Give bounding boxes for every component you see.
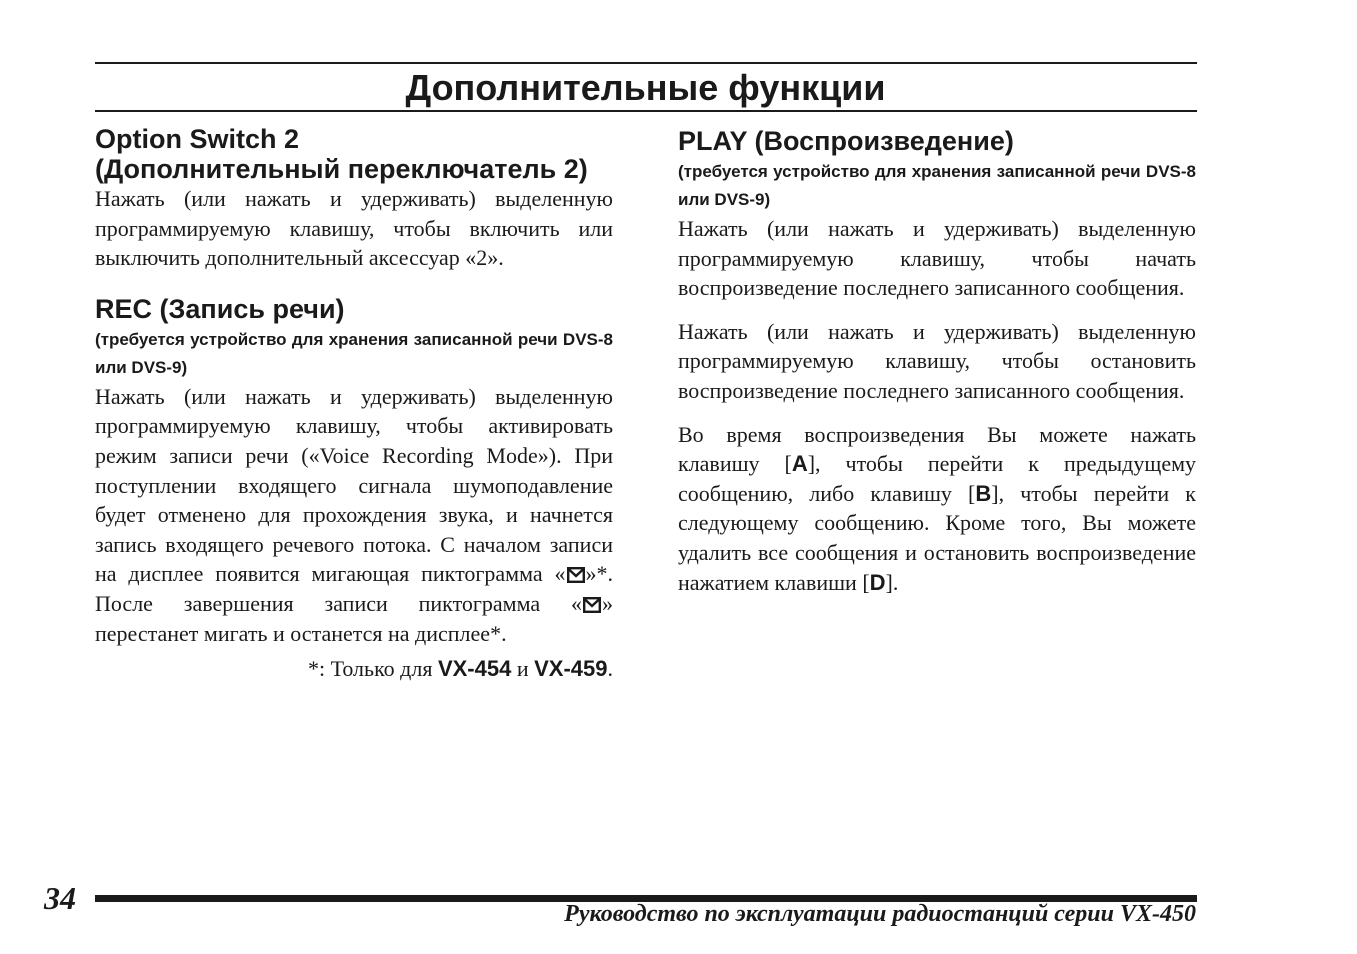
page-number: 34 [44, 880, 76, 916]
play-para-3-text-a: Во время воспроизведения Вы можете нажать клавишу [ [678, 421, 1196, 477]
page-title: Дополнительные функции [405, 67, 886, 108]
play-subtitle: (требуется устройство для хранения записанной речи DVS-8 или DVS-9) [678, 162, 1196, 209]
header-bottom-rule [95, 110, 1197, 112]
rec-body-part1: Нажать (или нажать и удерживать) выделенную программируемую клавишу, чтобы активировать режим записи речи («Voice Recording Mode»). При поступлении входящего сигнала шумоподавление будет отменено для прохождения звука, и начнется запись входящего речевого потока. С началом записи на дисплее появится мигающая пиктограмма « [95, 383, 613, 587]
play-title: PLAY (Воспроизведение) [678, 126, 1014, 156]
play-para-3-text-b: ], чтобы перейти к предыдущему сообщению, либо клавишу [ [678, 451, 1197, 506]
model-footnote [95, 654, 613, 684]
rec-title: REC (Запись речи) [95, 293, 345, 324]
option-switch-body: Нажать (или нажать и удерживать) выделенную программируемую клавишу, чтобы включить или выключить дополнительный аксессуар «2». [95, 186, 613, 271]
play-para-1: Нажать (или нажать и удерживать) выделенную программируемую клавишу, чтобы начать воспроизведение последнего записанного сообщения. [678, 216, 1196, 301]
right-column [678, 124, 1196, 597]
rec-body [95, 382, 613, 648]
footnote-conjunction: и [511, 656, 535, 682]
rec-subtitle: (требуется устройство для хранения записанной речи DVS-8 или DVS-9) [95, 329, 613, 377]
left-column [95, 124, 613, 684]
key-b-label: B [975, 480, 992, 506]
play-para-3 [678, 420, 1196, 598]
footnote-model-1: VX-454 [437, 656, 512, 682]
option-switch-title-line1: Option Switch 2 [95, 124, 300, 154]
footnote-suffix: . [607, 656, 613, 682]
option-switch-title-line2: (Дополнительный переключатель 2) [95, 154, 588, 184]
key-a-label: A [791, 451, 808, 477]
play-para-2: Нажать (или нажать и удерживать) выделенную программируемую клавишу, чтобы остановить воспроизведение последнего записанного сообщения. [678, 318, 1196, 403]
option-switch-title [95, 124, 613, 184]
envelope-icon [583, 597, 601, 613]
play-para-3-text-c: ], чтобы перейти к следующему сообщению. Кроме того, Вы можете удалить все сообщения и остановить воспроизведение нажатием клавиши [ [678, 480, 1196, 595]
rec-body-part2: »*. После завершения записи пиктограмма « [95, 561, 613, 616]
footer-title: Руководство по эксплуатации радиостанций серии VX-450 [564, 901, 1196, 927]
header-top-rule [95, 62, 1197, 64]
rec-body-part3: » перестанет мигать и останется на дисплее*. [95, 590, 613, 646]
footnote-model-2: VX-459 [534, 656, 608, 682]
key-d-label: D [869, 569, 886, 595]
envelope-icon [567, 567, 585, 583]
play-para-3-text-d: ]. [885, 569, 899, 595]
footnote-prefix: *: Только для [307, 656, 438, 682]
